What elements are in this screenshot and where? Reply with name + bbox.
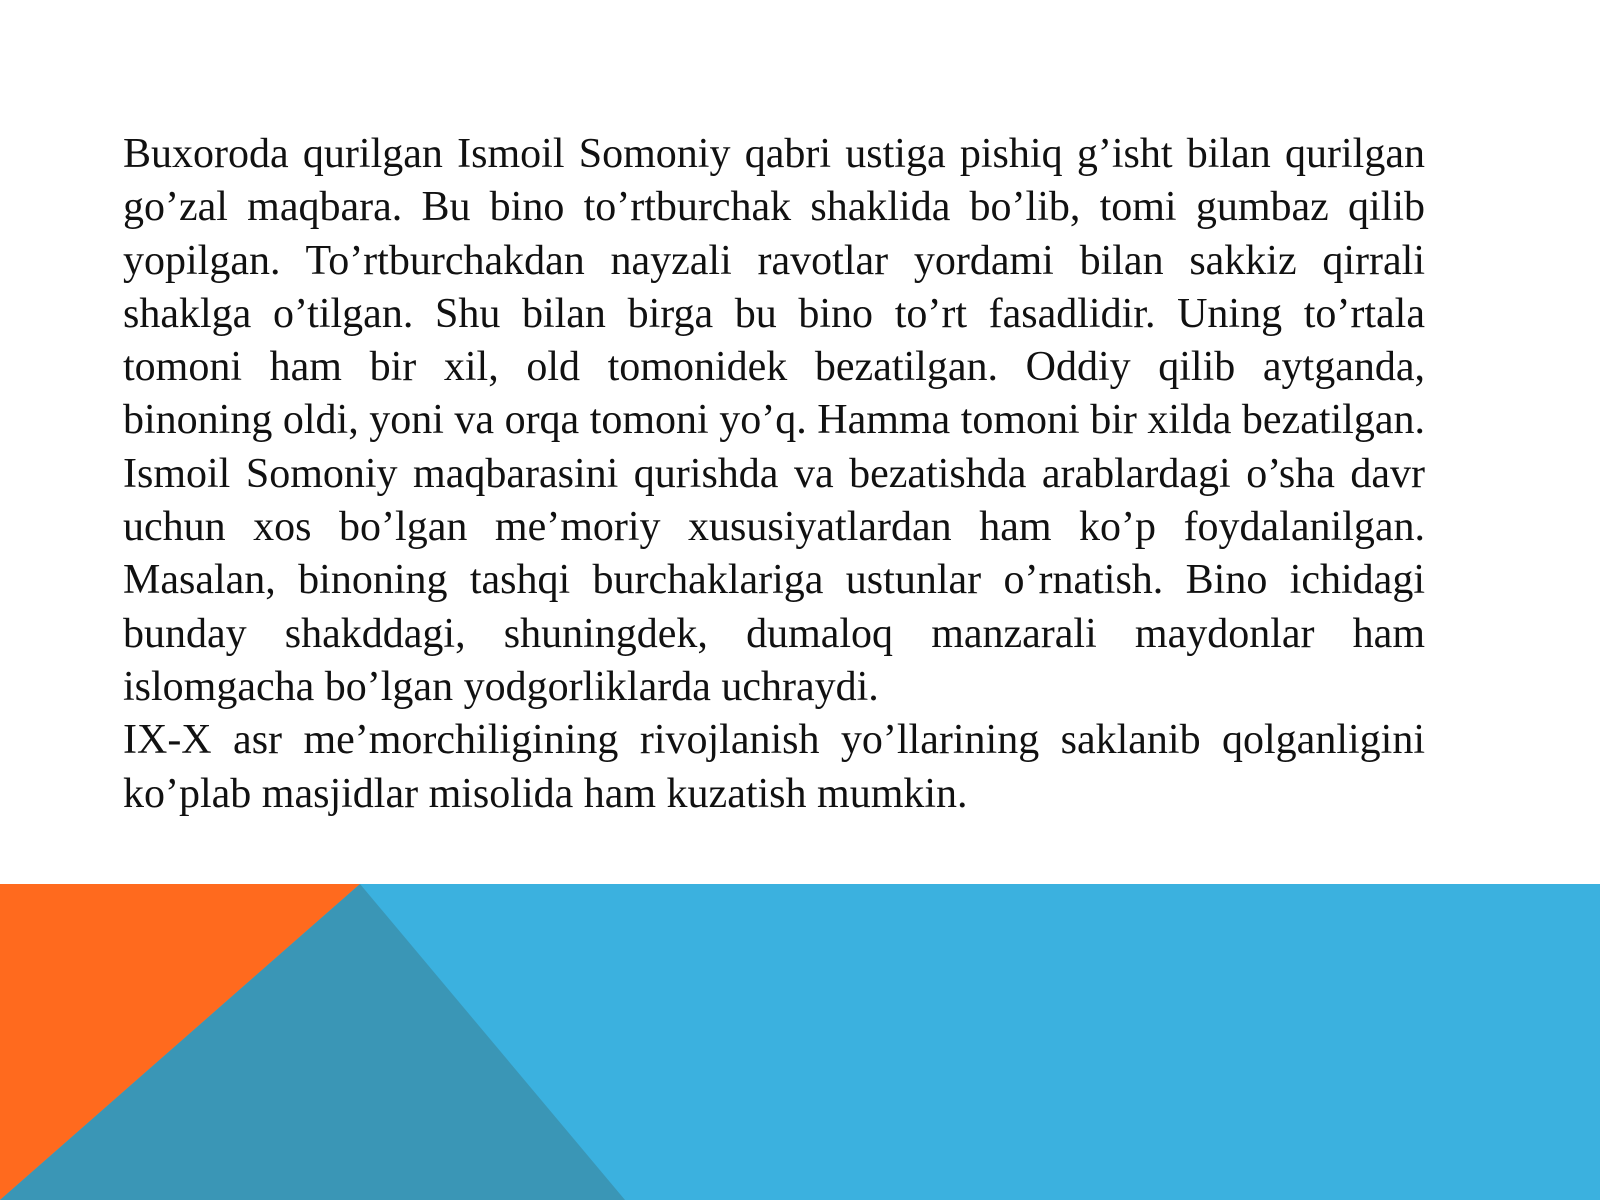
body-text [123, 128, 1425, 821]
decorative-footer-band [0, 884, 1600, 1200]
paragraph-secondary: IX-X asr me’morchiligining rivojlanish yo’llarining saklanib qolganligini ko’plab masjidlar misolida ham kuzatish mumkin. [123, 717, 1425, 817]
paragraph-main: Buxoroda qurilgan Ismoil Somoniy qabri ustiga pishiq g’isht bilan qurilgan go’zal maqbara. Bu bino to’rtburchak shaklida bo’lib, tomi gumbaz qilib yopilgan. To’rtburchakdan nayzali ravotlar yordami bilan sakkiz qirrali shaklga o’tilgan. Shu bilan birga bu bino to’rt fasadlidir. Uning to’rtala tomoni ham bir xil, old tomonidek bezatilgan. Oddiy qilib aytganda, binoning oldi, yoni va orqa tomoni yo’q. Hamma tomoni bir xilda bezatilgan. Ismoil Somoniy maqbarasini qurishda va bezatishda arablardagi o’sha davr uchun xos bo’lgan me’moriy xususiyatlardan ham ko’p foydalanilgan. Masalan, binoning tashqi burchaklariga ustunlar o’rnatish. Bino ichidagi bunday shakddagi, shuningdek, dumaloq manzarali maydonlar ham islomgacha bo’lgan yodgorliklarda uchraydi. [123, 131, 1425, 710]
